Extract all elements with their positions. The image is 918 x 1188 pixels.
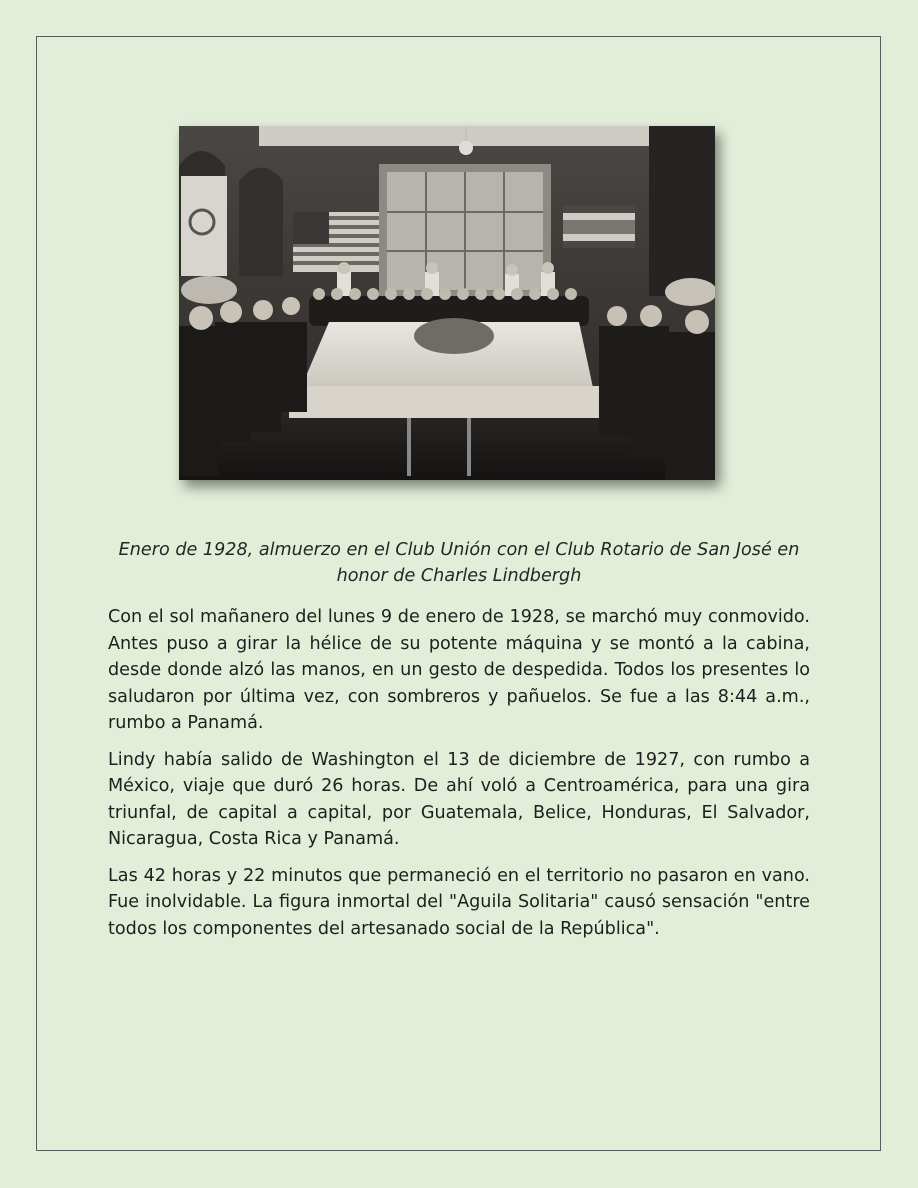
photo-caption: Enero de 1928, almuerzo en el Club Unión con el Club Rotario de San José en honor de Charles Lindbergh: [118, 540, 800, 586]
banquet-photo: [179, 126, 715, 480]
paragraph: Las 42 horas y 22 minutos que permaneció en el territorio no pasaron en vano. Fue inolvidable. La figura inmortal del "Aguila Solitaria" causó sensación "entre todos los componentes del artesanado social de la República".: [108, 865, 810, 939]
historic-banquet-photo-icon: [179, 126, 715, 480]
paragraph: Lindy había salido de Washington el 13 de diciembre de 1927, con rumbo a México, viaje que duró 26 horas. De ahí voló a Centroamérica, para una gira triunfal, de capital a capital, por Guatemala, Belice, Honduras, El Salvador, Nicaragua, Costa Rica y Panamá.: [108, 749, 810, 849]
paragraph: Con el sol mañanero del lunes 9 de enero de 1928, se marchó muy conmovido. Antes puso a girar la hélice de su potente máquina y se montó a la cabina, desde donde alzó las manos, en un gesto de despedida. Todos los presentes lo saludaron por última vez, con sombreros y pañuelos. Se fue a las 8:44 a.m., rumbo a Panamá.: [108, 607, 810, 733]
article-body: [108, 604, 810, 952]
